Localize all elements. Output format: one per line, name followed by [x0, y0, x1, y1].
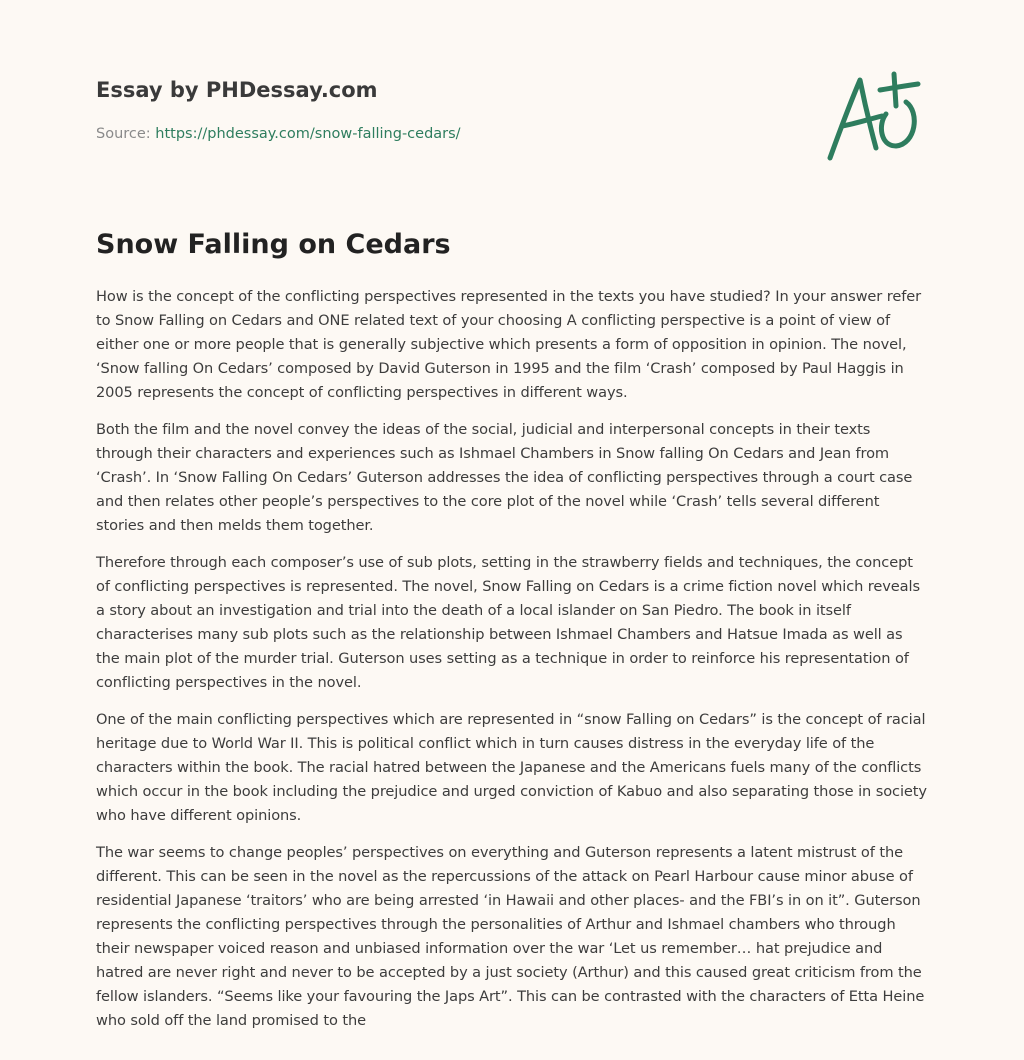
source-link[interactable]: https://phdessay.com/snow-falling-cedars/	[155, 126, 461, 142]
essay-header	[96, 76, 796, 144]
essay-title: Snow Falling on Cedars	[96, 229, 451, 260]
paragraph: Therefore through each composer’s use of sub plots, setting in the strawberry fields and techniques, the concept of conflicting perspectives is represented. The novel, Snow Falling on Cedars is a crime fiction novel which reveals a story about an investigation and trial into the death of a local islander on San Piedro. The book in itself characterises many sub plots such as the relationship between Ishmael Chambers and Hatsue Imada as well as the main plot of the murder trial. Guterson uses setting as a technique in order to reinforce his representation of conflicting perspectives in the novel.	[96, 554, 920, 691]
a-plus-icon	[820, 66, 930, 166]
essay-body	[96, 285, 928, 1046]
source-label: Source:	[96, 126, 156, 142]
paragraph: How is the concept of the conflicting perspectives represented in the texts you have studied? In your answer refer to Snow Falling on Cedars and ONE related text of your choosing A conflicting perspective is a point of view of either one or more people that is generally subjective which presents a form of opposition in opinion. The novel, ‘Snow falling On Cedars’ composed by David Guterson in 1995 and the film ‘Crash’ composed by Paul Haggis in 2005 represents the concept of conflicting perspectives in different ways.	[96, 288, 922, 401]
paragraph: Both the film and the novel convey the ideas of the social, judicial and interpersonal concepts in their texts through their characters and experiences such as Ishmael Chambers in Snow falling On Cedars and Jean from ‘Crash’. In ‘Snow Falling On Cedars’ Guterson addresses the idea of conflicting perspectives through a court case and then relates other people’s perspectives to the core plot of the novel while ‘Crash’ tells several different stories and then melds them together.	[96, 421, 913, 534]
paragraph: One of the main conflicting perspectives which are represented in “snow Falling on Cedars” is the concept of racial heritage due to World War II. This is political conflict which in turn causes distress in the everyday life of the characters within the book. The racial hatred between the Japanese and the Americans fuels many of the conflicts which occur in the book including the prejudice and urged conviction of Kabuo and also separating those in society who have different opinions.	[96, 711, 927, 824]
source-line	[96, 124, 796, 144]
site-brand: Essay by PHDessay.com	[96, 78, 378, 102]
paragraph: The war seems to change peoples’ perspectives on everything and Guterson represents a latent mistrust of the different. This can be seen in the novel as the repercussions of the attack on Pearl Harbour cause minor abuse of residential Japanese ‘traitors’ who are being arrested ‘in Hawaii and other places- and the FBI’s in on it”. Guterson represents the conflicting perspectives through the personalities of Arthur and Ishmael chambers who through their newspaper voiced reason and unbiased information over the war ‘Let us remember… hat prejudice and hatred are never right and never to be accepted by a just society (Arthur) and this caused great criticism from the fellow islanders. “Seems like your favouring the Japs Art”. This can be contrasted with the characters of Etta Heine who sold off the land promised to the	[96, 844, 925, 1029]
